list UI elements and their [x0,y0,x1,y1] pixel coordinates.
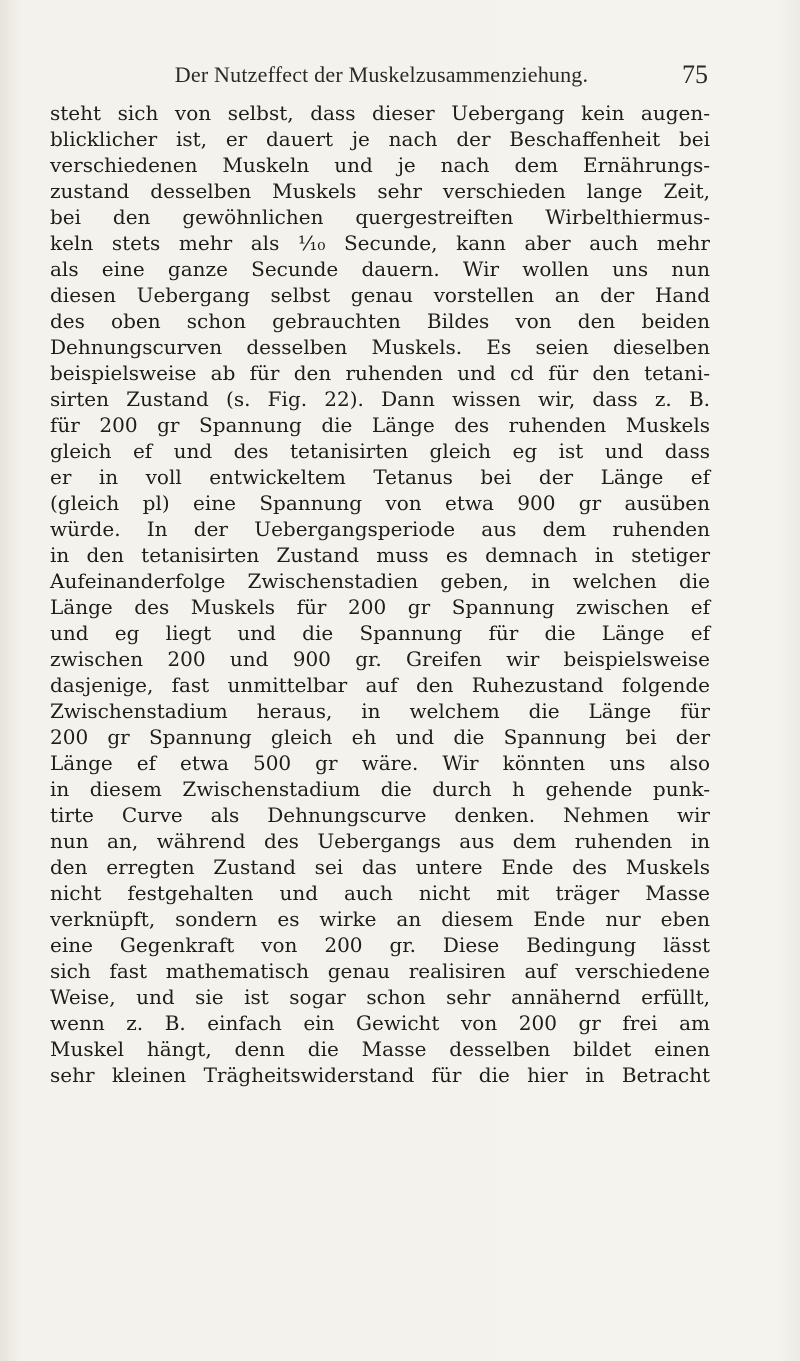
text-line: er in voll entwickeltem Tetanus bei der Länge ef [50,465,710,489]
text-line: gleich ef und des tetanisirten gleich eg ist und dass [50,439,710,463]
text-line: zustand desselben Muskels sehr verschieden lange Zeit, [50,179,710,203]
text-line: des oben schon gebrauchten Bildes von den beiden [50,309,710,333]
text-line: steht sich von selbst, dass dieser Uebergang kein augen- [50,101,710,125]
text-line: in den tetanisirten Zustand muss es demnach in stetiger [50,543,710,567]
text-line: keln stets mehr als ¹⁄₁₀ Secunde, kann aber auch mehr [50,231,710,255]
text-line: eine Gegenkraft von 200 gr. Diese Bedingung lässt [50,933,710,957]
text-line: Zwischenstadium heraus, in welchem die Länge für [50,699,710,723]
body-text [50,100,710,1088]
text-line: nun an, während des Uebergangs aus dem ruhenden in [50,829,710,853]
text-line: wenn z. B. einfach ein Gewicht von 200 gr frei am [50,1011,710,1035]
text-line: zwischen 200 und 900 gr. Greifen wir beispielsweise [50,647,710,671]
text-line: tirte Curve als Dehnungscurve denken. Nehmen wir [50,803,710,827]
text-line: und eg liegt und die Spannung für die Länge ef [50,621,710,645]
text-line: Länge des Muskels für 200 gr Spannung zwischen ef [50,595,710,619]
text-line: verknüpft, sondern es wirke an diesem Ende nur eben [50,907,710,931]
text-line: bei den gewöhnlichen quergestreiften Wirbelthiermus- [50,205,710,229]
running-title: Der Nutzeffect der Muskelzusammenziehung. [174,62,589,87]
text-line: Dehnungscurven desselben Muskels. Es seien dieselben [50,335,710,359]
text-line: für 200 gr Spannung die Länge des ruhenden Muskels [50,413,710,437]
text-line: Muskel hängt, denn die Masse desselben bildet einen [50,1037,710,1061]
text-line: dasjenige, fast unmittelbar auf den Ruhezustand folgende [50,673,710,697]
page-number: 75 [682,60,708,89]
text-line: in diesem Zwischenstadium die durch h gehende punk- [50,777,710,801]
text-line: den erregten Zustand sei das untere Ende des Muskels [50,855,710,879]
text-line: nicht festgehalten und auch nicht mit träger Masse [50,881,710,905]
text-line: 200 gr Spannung gleich eh und die Spannung bei der [50,725,710,749]
text-line: Aufeinanderfolge Zwischenstadien geben, in welchen die [50,569,710,593]
text-line: sich fast mathematisch genau realisiren auf verschiedene [50,959,710,983]
text-line: sirten Zustand (s. Fig. 22). Dann wissen wir, dass z. B. [50,387,710,411]
text-line: Länge ef etwa 500 gr wäre. Wir könnten uns also [50,751,710,775]
text-line: (gleich pl) eine Spannung von etwa 900 gr ausüben [50,491,710,515]
text-line: blicklicher ist, er dauert je nach der Beschaffenheit bei [50,127,710,151]
text-line: verschiedenen Muskeln und je nach dem Ernährungs- [50,153,710,177]
text-line: beispielsweise ab für den ruhenden und cd für den tetani- [50,361,710,385]
text-line: als eine ganze Secunde dauern. Wir wollen uns nun [50,257,710,281]
text-line: sehr kleinen Trägheitswiderstand für die hier in Betracht [50,1063,710,1087]
text-line: würde. In der Uebergangsperiode aus dem ruhenden [50,517,710,541]
text-line: Weise, und sie ist sogar schon sehr annähernd erfüllt, [50,985,710,1009]
running-head [115,62,708,92]
text-line: diesen Uebergang selbst genau vorstellen an der Hand [50,283,710,307]
